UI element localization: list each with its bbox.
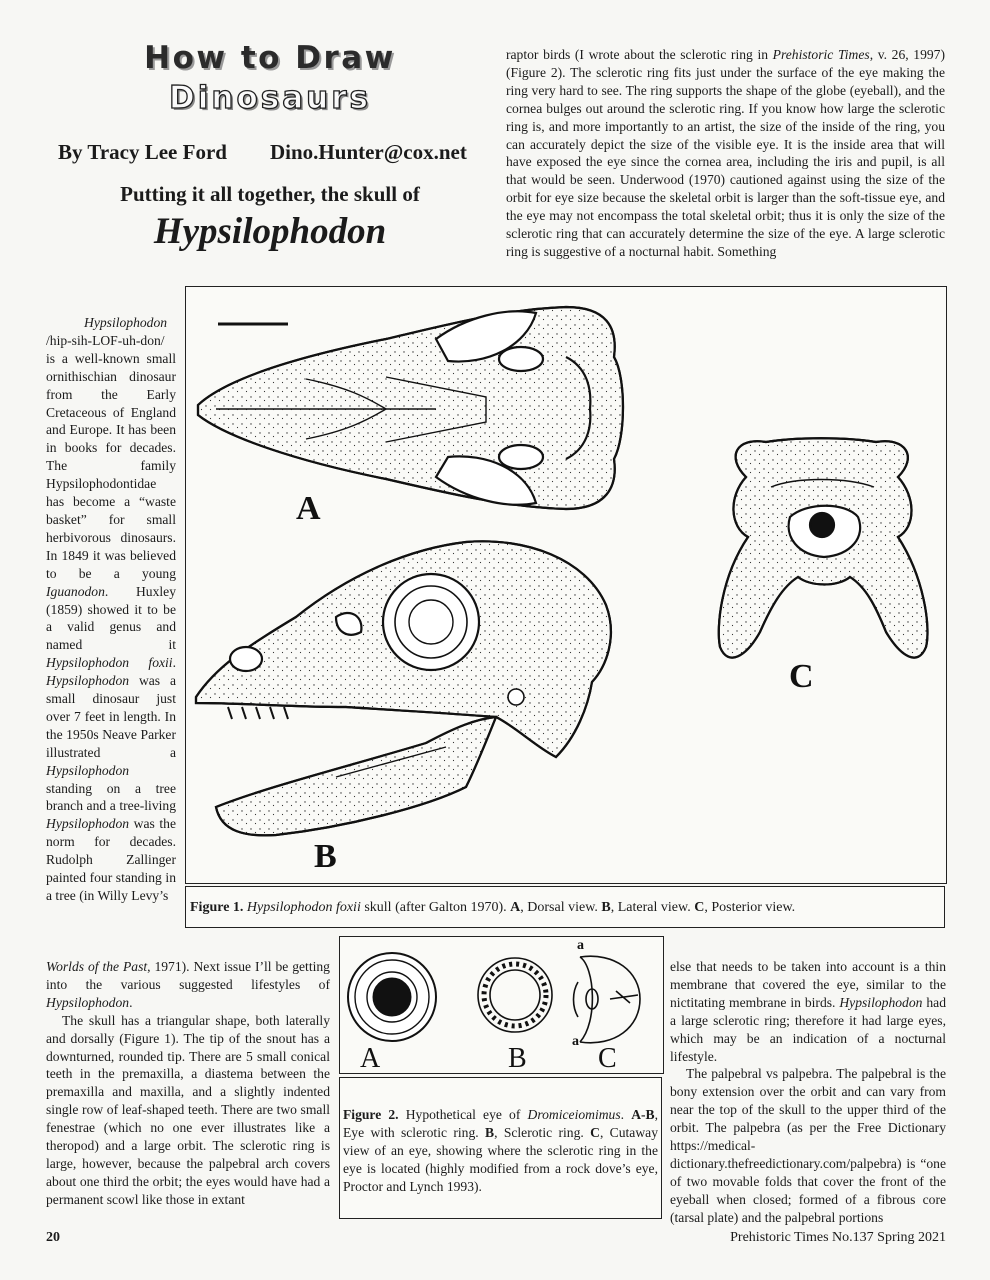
body-paragraph: Hypsilophodon /hip-sih-LOF-uh-don/ is a well-known small ornithischian dinosaur from the Early Cretaceous of England and Europe. It has been in books for decades. The family Hypsilophodontidae has become a “waste basket” for small herbivorous dinosaurs. In 1849 it was believed to be a young Iguanodon. Huxley (1859) showed it to be a valid genus and named it Hypsilophodon foxii. Hypsilophodon was a small dinosaur just over 7 feet in length. In the 1950s Neave Parker illustrated a Hypsilophodon standing on a tree branch and a tree-living Hypsilophodon was the norm for decades. Rudolph Zallinger painted four standing in a tree (in Willy Levy’s bbox=[46, 315, 176, 903]
figure-2-label-b: B bbox=[508, 1043, 527, 1073]
title-line-2: Dinosaurs bbox=[169, 80, 371, 116]
figure-1 bbox=[185, 286, 947, 884]
page-number: 20 bbox=[46, 1230, 60, 1245]
figure-2-label-a: A bbox=[360, 1043, 381, 1073]
figure-2-illustration bbox=[340, 937, 663, 1073]
figure-2-label-c: C bbox=[598, 1043, 617, 1073]
left-narrow-column bbox=[46, 314, 176, 905]
title-line-1: How to Draw bbox=[144, 40, 396, 76]
figure-2-label-small-a: a bbox=[572, 1034, 579, 1049]
skull-lateral-view bbox=[196, 541, 611, 835]
article-subtitle: Putting it all together, the skull of bbox=[120, 182, 420, 206]
figure-1-label-a: A bbox=[296, 490, 321, 527]
body-paragraph: Worlds of the Past, 1971). Next issue I’ll be getting into the various suggested lifestyles of Hypsilophodon. bbox=[46, 959, 330, 1010]
author-email: Dino.Hunter@cox.net bbox=[270, 140, 467, 164]
eye-cutaway bbox=[574, 956, 641, 1043]
body-paragraph: else that needs to be taken into account is a thin membrane that covered the eye, similar to the nictitating membrane in birds. Hypsilophodon had a large sclerotic ring; therefore it had large eyes, which may be an indication of a nocturnal lifestyle. bbox=[670, 959, 946, 1064]
top-right-column bbox=[506, 46, 945, 261]
figure-2-caption: Figure 2. Hypothetical eye of Dromiceiomimus. A-B, Eye with sclerotic ring. B, Sclerotic ring. C, Cutaway view of an eye, showing where the sclerotic ring in the eye is located (highly modified from a rock dove’s eye, Proctor and Lynch 1993). bbox=[339, 1077, 662, 1219]
body-paragraph: The skull has a triangular shape, both laterally and dorsally (Figure 1). The tip of the snout has a downturned, rounded tip. There are 5 small conical teeth in the premaxilla, a diastema between the premaxilla and maxilla, and a slightly indented single row of leaf-shaped teeth. There are two small fenestrae (which no one ever illustrates like a theropod) and a large orbit. The sclerotic ring is large, however, because the palpebral arch covers about one third the orbit; the eyes would have had a permanent scowl like those in extant bbox=[46, 1012, 330, 1207]
article-genus-title: Hypsilophodon bbox=[153, 211, 387, 252]
figure-2-label-small-a: a bbox=[577, 938, 584, 953]
sclerotic-ring bbox=[478, 958, 552, 1032]
eye-with-sclerotic-ring bbox=[348, 953, 436, 1041]
figure-1-label-c: C bbox=[789, 658, 814, 695]
figure-1-caption: Figure 1. Hypsilophodon foxii skull (after Galton 1970). A, Dorsal view. B, Lateral view. C, Posterior view. bbox=[185, 886, 945, 928]
body-paragraph: raptor birds (I wrote about the sclerotic ring in Prehistoric Times, v. 26, 1997) (Figure 2). The sclerotic ring fits just under the surface of the eye making the ring very hard to see. The ring supports the shape of the globe (eyeball), and the cornea bulges out around the sclerotic ring. If you know how large the sclerotic ring is, and more importantly to an artist, the size of the inside of the ring, you can accurately depict the size of the visible eye. It is the inside area that will have exposed the eye since the cornea area, including the iris and pupil, is all that would be seen. Underwood (1970) cautioned against using the size of the orbit for eye size because the skeletal orbit is larger than the soft-tissue eye, and the eye may not encompass the total skeletal orbit; thus it is only the size of the sclerotic ring that can accurately determine the size of the eye. A large sclerotic ring is suggestive of a nocturnal habit. Something bbox=[506, 47, 945, 259]
skull-dorsal-view bbox=[198, 307, 623, 509]
figure-2 bbox=[339, 936, 664, 1074]
body-paragraph: The palpebral vs palpebra. The palpebral is the bony extension over the orbit and can vary from near the top of the skull to the upper third of the orbit. The palpebra (as per the Free Dictionary https://medical-dictionary.thefreedictionary.com/palpebra) is “one of two movable folds that cover the front of the eyeball when closed; formed of a fibrous core (tarsal plate) and the palpebral portions bbox=[670, 1066, 946, 1225]
left-wide-column bbox=[46, 958, 330, 1209]
byline bbox=[58, 140, 488, 165]
right-bottom-column bbox=[670, 958, 946, 1227]
figure-1-label-b: B bbox=[314, 838, 337, 875]
publication-footer: Prehistoric Times No.137 Spring 2021 bbox=[730, 1230, 946, 1245]
author-name: By Tracy Lee Ford bbox=[58, 140, 227, 164]
figure-1-illustration bbox=[186, 287, 946, 883]
skull-posterior-view bbox=[719, 438, 928, 657]
